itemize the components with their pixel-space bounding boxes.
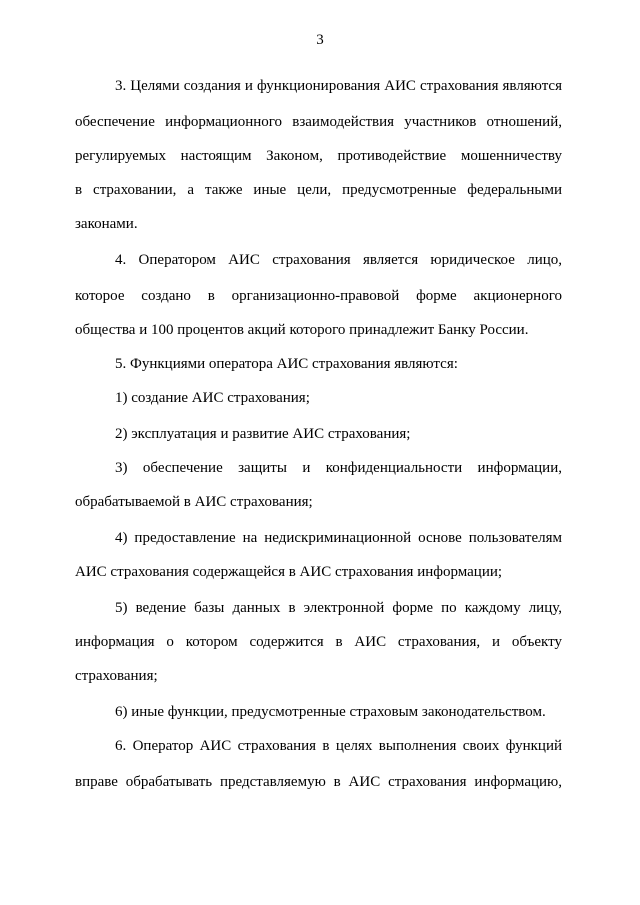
paragraph-4-line-1: 4. Оператором АИС страхования является юридическое лицо, [115, 252, 562, 268]
list-item-6: 6) иные функции, предусмотренные страховым законодательством. [115, 704, 546, 720]
list-item-5-line-2: информация о котором содержится в АИС страхования, и объекту [75, 634, 562, 650]
paragraph-3-line-4: в страховании, а также иные цели, предусмотренные федеральными [75, 182, 562, 198]
paragraph-4-line-2: которое создано в организационно-правовой форме акционерного [75, 288, 562, 304]
paragraph-3-line-3: регулируемых настоящим Законом, противодействие мошенничеству [75, 148, 562, 164]
list-item-4-line-2: АИС страхования содержащейся в АИС страхования информации; [75, 564, 503, 580]
paragraph-6-line-1: 6. Оператор АИС страхования в целях выполнения своих функций [115, 738, 562, 754]
list-item-5-line-3: страхования; [75, 668, 158, 684]
paragraph-3-line-1: 3. Целями создания и функционирования АИС страхования являются [115, 78, 562, 94]
list-item-3-line-2: обрабатываемой в АИС страхования; [75, 494, 313, 510]
paragraph-6-line-2: вправе обрабатывать представляемую в АИС страхования информацию, [75, 774, 562, 790]
paragraph-3-line-2: обеспечение информационного взаимодействия участников отношений, [75, 114, 562, 130]
page-number: 3 [316, 32, 324, 48]
list-item-3-line-1: 3) обеспечение защиты и конфиденциальности информации, [115, 460, 562, 476]
list-item-4-line-1: 4) предоставление на недискриминационной основе пользователям [115, 530, 562, 546]
paragraph-3-line-5: законами. [75, 216, 138, 232]
paragraph-4-line-3: общества и 100 процентов акций которого принадлежит Банку России. [75, 322, 529, 338]
list-item-1: 1) создание АИС страхования; [115, 390, 310, 406]
list-item-5-line-1: 5) ведение базы данных в электронной форме по каждому лицу, [115, 600, 562, 616]
list-item-2: 2) эксплуатация и развитие АИС страхования; [115, 426, 411, 442]
paragraph-5-heading: 5. Функциями оператора АИС страхования являются: [115, 356, 458, 372]
